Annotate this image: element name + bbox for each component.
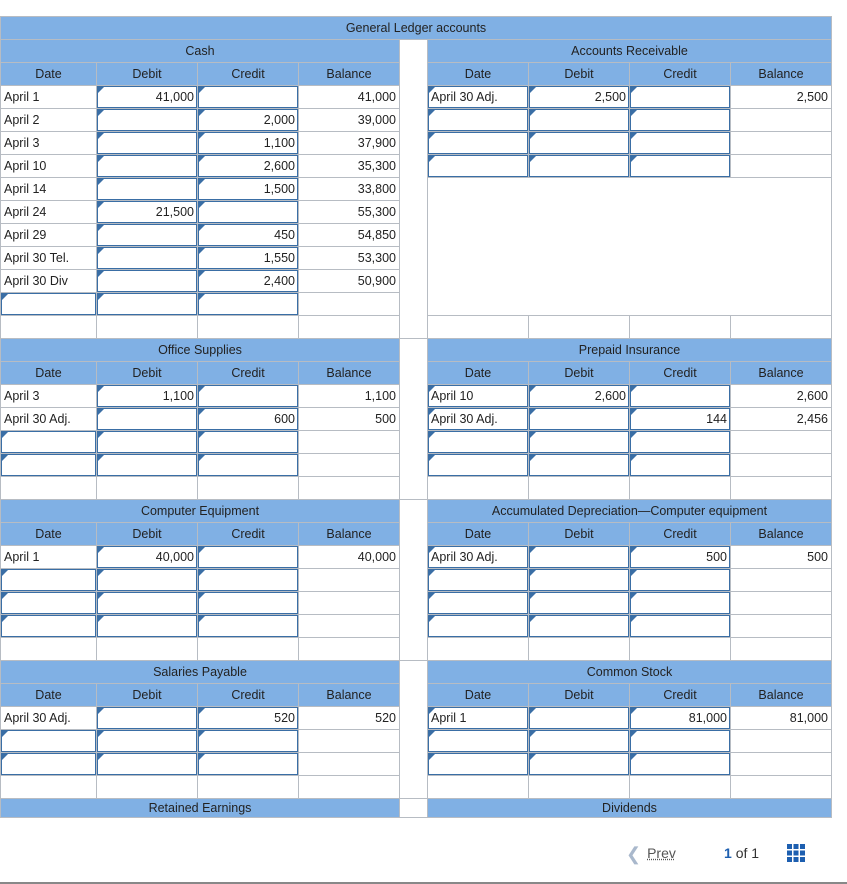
column-separator	[400, 500, 428, 661]
ce-credit-input[interactable]	[198, 569, 299, 592]
total-pages: 1	[751, 845, 760, 861]
pi-balance-cell: 2,456	[731, 408, 832, 431]
ar-balance-cell	[731, 109, 832, 132]
cash-balance-cell: 54,850	[299, 224, 400, 247]
cash-balance-cell: 37,900	[299, 132, 400, 155]
col-header-balance: Balance	[299, 523, 400, 546]
cash-balance-cell: 50,900	[299, 270, 400, 293]
os-credit-input[interactable]: 600	[198, 408, 299, 431]
ce-balance-cell: 40,000	[299, 546, 400, 569]
cash-credit-input[interactable]: 2,400	[198, 270, 299, 293]
col-header-debit: Debit	[97, 684, 198, 707]
cash-date-cell: April 29	[1, 224, 97, 247]
os-debit-input[interactable]	[97, 408, 198, 431]
ce-credit-input[interactable]	[198, 615, 299, 638]
cs-balance-cell: 81,000	[731, 707, 832, 730]
ce-debit-input[interactable]	[97, 592, 198, 615]
cash-credit-input[interactable]: 1,550	[198, 247, 299, 270]
sp-date-cell: April 30 Adj.	[1, 707, 97, 730]
ad-date-input[interactable]	[428, 615, 529, 638]
os-date-cell: April 30 Adj.	[1, 408, 97, 431]
ad-debit-input[interactable]	[529, 569, 630, 592]
pi-debit-input[interactable]	[529, 454, 630, 477]
cash-credit-input[interactable]	[198, 201, 299, 224]
ar-balance-cell	[731, 132, 832, 155]
ad-credit-input[interactable]	[630, 592, 731, 615]
col-header-credit: Credit	[198, 523, 299, 546]
ce-date-cell: April 1	[1, 546, 97, 569]
sp-balance-cell: 520	[299, 707, 400, 730]
col-header-balance: Balance	[731, 362, 832, 385]
cash-date-input[interactable]	[1, 293, 97, 316]
pi-date-input[interactable]	[428, 454, 529, 477]
page-of-label: of	[735, 845, 748, 861]
ad-date-input[interactable]	[428, 569, 529, 592]
cash-date-cell: April 30 Tel.	[1, 247, 97, 270]
pi-debit-input[interactable]: 2,600	[529, 385, 630, 408]
ad-date-input[interactable]: April 30 Adj.	[428, 546, 529, 569]
ledger-title: General Ledger accounts	[1, 17, 832, 40]
pi-date-input[interactable]	[428, 431, 529, 454]
cash-credit-input[interactable]	[198, 293, 299, 316]
cash-debit-input[interactable]	[97, 270, 198, 293]
ar-balance-cell: 2,500	[731, 86, 832, 109]
os-debit-input[interactable]	[97, 454, 198, 477]
pi-date-input[interactable]: April 30 Adj.	[428, 408, 529, 431]
cash-balance-cell: 35,300	[299, 155, 400, 178]
pi-debit-input[interactable]	[529, 408, 630, 431]
pi-balance-cell	[731, 454, 832, 477]
cash-credit-input[interactable]: 450	[198, 224, 299, 247]
ad-debit-input[interactable]	[529, 592, 630, 615]
chevron-left-icon: ❮	[626, 844, 642, 864]
office-supplies-title: Office Supplies	[1, 339, 400, 362]
ar-credit-input[interactable]	[630, 132, 731, 155]
col-header-credit: Credit	[630, 362, 731, 385]
os-credit-input[interactable]	[198, 431, 299, 454]
os-date-cell: April 3	[1, 385, 97, 408]
col-header-debit: Debit	[529, 63, 630, 86]
col-header-debit: Debit	[529, 684, 630, 707]
dividends-title: Dividends	[428, 799, 832, 818]
cs-credit-input[interactable]	[630, 730, 731, 753]
ar-date-input[interactable]: April 30 Adj.	[428, 86, 529, 109]
os-balance-cell	[299, 454, 400, 477]
ad-debit-input[interactable]	[529, 546, 630, 569]
ad-debit-input[interactable]	[529, 615, 630, 638]
cash-date-cell: April 30 Div	[1, 270, 97, 293]
col-header-date: Date	[1, 523, 97, 546]
cs-balance-cell	[731, 753, 832, 776]
sp-date-input[interactable]	[1, 753, 97, 776]
col-header-date: Date	[428, 63, 529, 86]
salaries-payable-title: Salaries Payable	[1, 661, 400, 684]
ce-credit-input[interactable]	[198, 546, 299, 569]
col-header-balance: Balance	[299, 684, 400, 707]
os-date-input[interactable]	[1, 431, 97, 454]
cs-debit-input[interactable]	[529, 707, 630, 730]
cash-debit-input[interactable]: 21,500	[97, 201, 198, 224]
os-balance-cell: 1,100	[299, 385, 400, 408]
column-separator	[400, 40, 428, 339]
col-header-balance: Balance	[731, 684, 832, 707]
col-header-date: Date	[1, 63, 97, 86]
ar-credit-input[interactable]	[630, 109, 731, 132]
cash-balance-cell: 41,000	[299, 86, 400, 109]
pi-credit-input[interactable]	[630, 454, 731, 477]
cs-date-input[interactable]	[428, 753, 529, 776]
pi-credit-input[interactable]	[630, 385, 731, 408]
ar-debit-input[interactable]	[529, 155, 630, 178]
ce-balance-cell	[299, 592, 400, 615]
ad-credit-input[interactable]	[630, 569, 731, 592]
ar-debit-input[interactable]: 2,500	[529, 86, 630, 109]
col-header-credit: Credit	[630, 63, 731, 86]
col-header-balance: Balance	[731, 63, 832, 86]
cash-balance-cell: 53,300	[299, 247, 400, 270]
pi-balance-cell: 2,600	[731, 385, 832, 408]
ce-date-input[interactable]	[1, 592, 97, 615]
sp-debit-input[interactable]	[97, 753, 198, 776]
cash-balance-cell: 33,800	[299, 178, 400, 201]
prepaid-insurance-title: Prepaid Insurance	[428, 339, 832, 362]
sp-balance-cell	[299, 753, 400, 776]
ad-balance-cell: 500	[731, 546, 832, 569]
ad-balance-cell	[731, 615, 832, 638]
ce-debit-input[interactable]	[97, 615, 198, 638]
col-header-date: Date	[428, 523, 529, 546]
col-header-debit: Debit	[529, 523, 630, 546]
pi-debit-input[interactable]	[529, 431, 630, 454]
cash-date-cell: April 14	[1, 178, 97, 201]
ad-date-input[interactable]	[428, 592, 529, 615]
cash-debit-input[interactable]: 41,000	[97, 86, 198, 109]
col-header-credit: Credit	[630, 684, 731, 707]
pi-date-input[interactable]: April 10	[428, 385, 529, 408]
prev-label: Prev	[647, 845, 676, 861]
cash-account-title: Cash	[1, 40, 400, 63]
os-balance-cell	[299, 431, 400, 454]
sp-balance-cell	[299, 730, 400, 753]
ce-debit-input[interactable]	[97, 569, 198, 592]
retained-earnings-title: Retained Earnings	[1, 799, 400, 818]
sp-debit-input[interactable]	[97, 730, 198, 753]
col-header-credit: Credit	[198, 684, 299, 707]
col-header-debit: Debit	[97, 523, 198, 546]
current-page: 1	[724, 845, 732, 861]
cash-credit-input[interactable]	[198, 86, 299, 109]
col-header-balance: Balance	[731, 523, 832, 546]
ce-balance-cell	[299, 615, 400, 638]
ad-balance-cell	[731, 569, 832, 592]
cash-date-cell: April 3	[1, 132, 97, 155]
sp-credit-input[interactable]: 520	[198, 707, 299, 730]
ce-date-input[interactable]	[1, 569, 97, 592]
ar-credit-input[interactable]	[630, 155, 731, 178]
col-header-debit: Debit	[529, 362, 630, 385]
ar-credit-input[interactable]	[630, 86, 731, 109]
os-debit-input[interactable]: 1,100	[97, 385, 198, 408]
cash-balance-cell: 55,300	[299, 201, 400, 224]
cash-date-cell: April 2	[1, 109, 97, 132]
ar-date-input[interactable]	[428, 155, 529, 178]
cs-credit-input[interactable]	[630, 753, 731, 776]
cash-debit-input[interactable]	[97, 155, 198, 178]
cash-debit-input[interactable]	[97, 293, 198, 316]
col-header-date: Date	[428, 684, 529, 707]
computer-equipment-title: Computer Equipment	[1, 500, 400, 523]
column-separator	[400, 339, 428, 500]
general-ledger-table	[0, 16, 832, 818]
col-header-credit: Credit	[630, 523, 731, 546]
cash-debit-input[interactable]	[97, 178, 198, 201]
col-header-date: Date	[1, 362, 97, 385]
cash-date-cell: April 1	[1, 86, 97, 109]
cs-date-input[interactable]: April 1	[428, 707, 529, 730]
cs-balance-cell	[731, 730, 832, 753]
cash-date-cell: April 10	[1, 155, 97, 178]
col-header-credit: Credit	[198, 63, 299, 86]
col-header-balance: Balance	[299, 63, 400, 86]
cash-credit-input[interactable]: 1,500	[198, 178, 299, 201]
ar-account-title: Accounts Receivable	[428, 40, 832, 63]
pi-credit-input[interactable]	[630, 431, 731, 454]
page-indicator	[724, 845, 759, 861]
col-header-balance: Balance	[299, 362, 400, 385]
ar-date-input[interactable]	[428, 132, 529, 155]
cash-balance-cell: 39,000	[299, 109, 400, 132]
col-header-date: Date	[1, 684, 97, 707]
pi-balance-cell	[731, 431, 832, 454]
cash-date-cell: April 24	[1, 201, 97, 224]
accum-depr-title: Accumulated Depreciation—Computer equipment	[428, 500, 832, 523]
ar-balance-cell	[731, 155, 832, 178]
ar-debit-input[interactable]	[529, 109, 630, 132]
ce-balance-cell	[299, 569, 400, 592]
cash-credit-input[interactable]: 2,000	[198, 109, 299, 132]
ad-credit-input[interactable]	[630, 615, 731, 638]
cs-debit-input[interactable]	[529, 753, 630, 776]
grid-view-icon[interactable]	[787, 844, 805, 862]
ce-debit-input[interactable]: 40,000	[97, 546, 198, 569]
os-debit-input[interactable]	[97, 431, 198, 454]
ar-debit-input[interactable]	[529, 132, 630, 155]
col-header-debit: Debit	[97, 362, 198, 385]
ar-date-input[interactable]	[428, 109, 529, 132]
column-separator	[400, 799, 428, 818]
os-credit-input[interactable]	[198, 385, 299, 408]
col-header-credit: Credit	[198, 362, 299, 385]
column-separator	[400, 661, 428, 799]
cash-debit-input[interactable]	[97, 109, 198, 132]
col-header-debit: Debit	[97, 63, 198, 86]
ce-credit-input[interactable]	[198, 592, 299, 615]
common-stock-title: Common Stock	[428, 661, 832, 684]
col-header-date: Date	[428, 362, 529, 385]
ce-date-input[interactable]	[1, 615, 97, 638]
cash-debit-input[interactable]	[97, 132, 198, 155]
cash-credit-input[interactable]: 2,600	[198, 155, 299, 178]
pagination-bar	[0, 822, 847, 884]
cash-balance-cell	[299, 293, 400, 316]
ar-empty-area	[428, 178, 832, 316]
cash-debit-input[interactable]	[97, 224, 198, 247]
sp-date-input[interactable]	[1, 730, 97, 753]
ad-balance-cell	[731, 592, 832, 615]
cash-debit-input[interactable]	[97, 247, 198, 270]
ad-credit-input[interactable]: 500	[630, 546, 731, 569]
cs-date-input[interactable]	[428, 730, 529, 753]
pi-credit-input[interactable]: 144	[630, 408, 731, 431]
pagination-background	[0, 822, 847, 882]
sp-debit-input[interactable]	[97, 707, 198, 730]
prev-button[interactable]	[626, 844, 676, 865]
os-date-input[interactable]	[1, 454, 97, 477]
os-credit-input[interactable]	[198, 454, 299, 477]
sp-credit-input[interactable]	[198, 730, 299, 753]
os-balance-cell: 500	[299, 408, 400, 431]
cs-debit-input[interactable]	[529, 730, 630, 753]
sp-credit-input[interactable]	[198, 753, 299, 776]
cash-credit-input[interactable]: 1,100	[198, 132, 299, 155]
cs-credit-input[interactable]: 81,000	[630, 707, 731, 730]
